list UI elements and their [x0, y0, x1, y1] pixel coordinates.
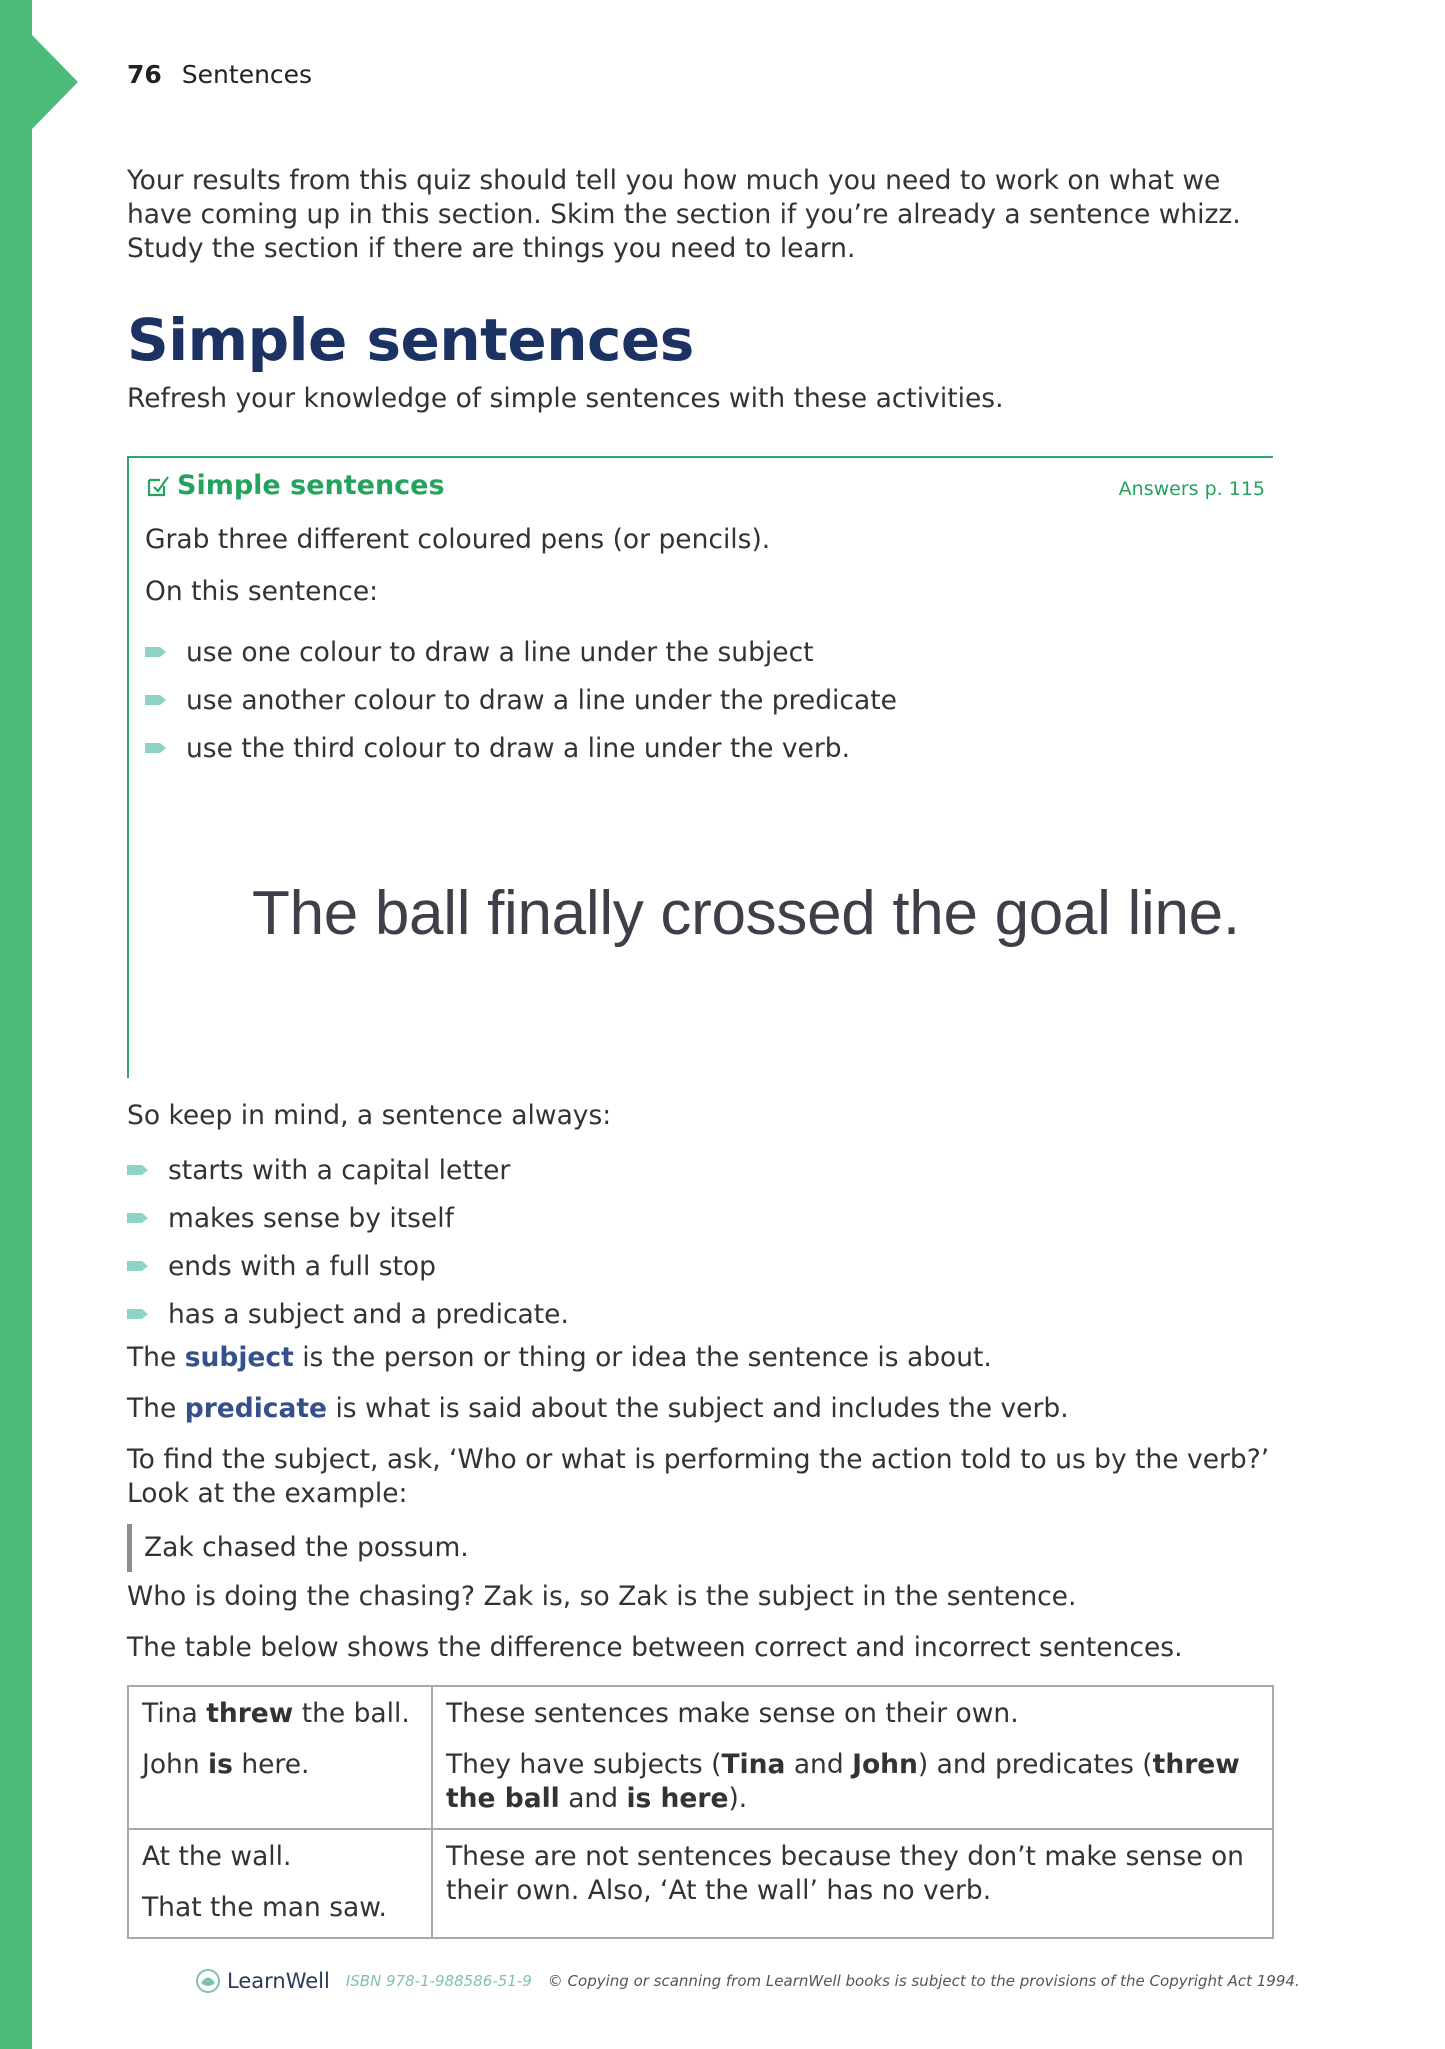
copyright-notice: © Copying or scanning from LearnWell books is subject to the provisions of the Copyright Act 1994. [547, 1972, 1300, 1990]
list-item: makes sense by itself [127, 1194, 569, 1242]
pencil-bullet-icon [145, 742, 167, 754]
pencil-bullet-icon [145, 646, 167, 658]
keep-in-mind-intro: So keep in mind, a sentence always: [127, 1100, 612, 1131]
predicate-definition: The predicate is what is said about the subject and includes the verb. [127, 1393, 1069, 1424]
table-cell: At the wall. That the man saw. [128, 1829, 432, 1938]
list-item: ends with a full stop [127, 1242, 569, 1290]
table-cell: Tina threw the ball. John is here. [128, 1686, 432, 1829]
table-cell: These are not sentences because they don’t make sense on their own. Also, ‘At the wall’ has no verb. [432, 1829, 1273, 1938]
checkbox-icon [145, 473, 171, 499]
comparison-table [127, 1685, 1274, 1939]
practice-sentence: The ball finally crossed the goal line. [252, 879, 1240, 948]
learnwell-logo: LearnWell [195, 1968, 330, 1994]
activity-title-text: Simple sentences [177, 470, 445, 501]
example-quote: Zak chased the possum. [127, 1524, 469, 1572]
answers-reference: Answers p. 115 [1118, 478, 1265, 500]
pencil-bullet-icon [127, 1260, 149, 1272]
table-intro: The table below shows the difference between correct and incorrect sentences. [127, 1632, 1183, 1663]
pencil-bullet-icon [127, 1212, 149, 1224]
table-row [128, 1686, 1273, 1829]
activity-instruction: On this sentence: [145, 576, 379, 607]
table-cell: These sentences make sense on their own. They have subjects (Tina and John) and predicates (threw the ball and is here). [432, 1686, 1273, 1829]
subject-definition: The subject is the person or thing or idea the sentence is about. [127, 1342, 992, 1373]
page-subtitle: Refresh your knowledge of simple sentences with these activities. [127, 383, 1004, 414]
list-item: use another colour to draw a line under the predicate [145, 676, 897, 724]
section-name: Sentences [181, 60, 313, 89]
page-title: Simple sentences [127, 306, 694, 374]
page-tab-arrow [32, 35, 78, 129]
activity-title [145, 470, 445, 501]
table-row [128, 1829, 1273, 1938]
left-margin-band [0, 0, 32, 2049]
term-predicate: predicate [184, 1393, 328, 1424]
isbn: ISBN 978-1-988586-51-9 [345, 1972, 532, 1990]
pencil-bullet-icon [145, 694, 167, 706]
list-item: use the third colour to draw a line under the verb. [145, 724, 897, 772]
learnwell-logo-icon [195, 1968, 221, 1994]
intro-paragraph: Your results from this quiz should tell you how much you need to work on what we have coming up in this section. Skim the section if you’re already a sentence whizz. Study the section if there are things you need to learn. [127, 165, 1241, 264]
page-footer [195, 1968, 1300, 1994]
running-head [127, 60, 312, 89]
term-subject: subject [184, 1342, 294, 1373]
page-number: 76 [127, 60, 162, 89]
pencil-bullet-icon [127, 1308, 149, 1320]
list-item: starts with a capital letter [127, 1146, 569, 1194]
activity-box [127, 456, 1273, 1078]
explanation-paragraph: Who is doing the chasing? Zak is, so Zak is the subject in the sentence. [127, 1581, 1077, 1612]
sentence-rules-list [127, 1146, 569, 1338]
activity-steps [145, 628, 897, 772]
find-subject-paragraph: To find the subject, ask, ‘Who or what is performing the action told to us by the verb?’ Look at the example: [127, 1444, 1270, 1509]
list-item: use one colour to draw a line under the subject [145, 628, 897, 676]
pencil-bullet-icon [127, 1164, 149, 1176]
list-item: has a subject and a predicate. [127, 1290, 569, 1338]
activity-instruction: Grab three different coloured pens (or pencils). [145, 524, 771, 555]
